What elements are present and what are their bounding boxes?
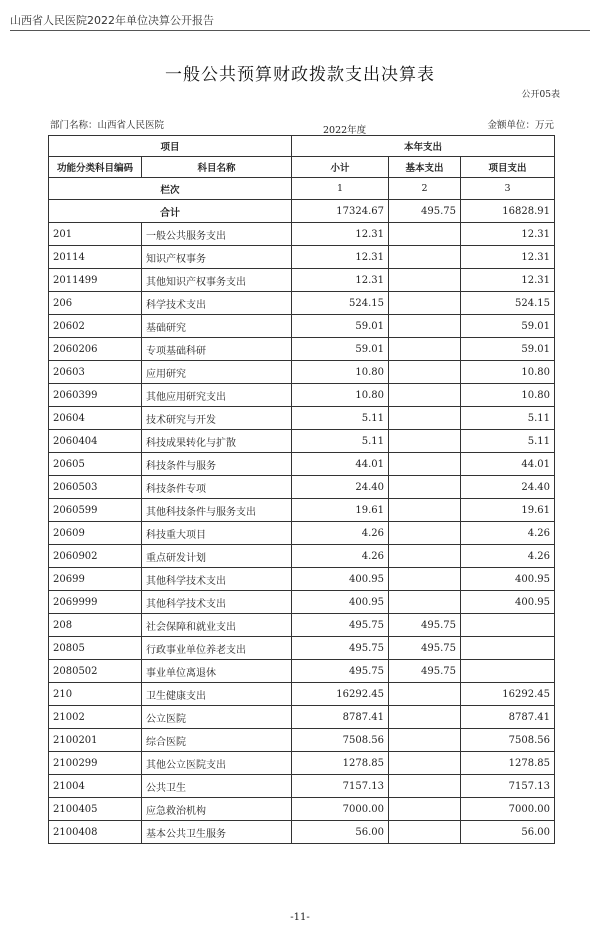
subject-name-cell: 其他知识产权事务支出 xyxy=(142,269,292,292)
subtotal-cell: 59.01 xyxy=(292,315,389,338)
subject-name-cell: 综合医院 xyxy=(142,729,292,752)
project-expenditure-cell: 524.15 xyxy=(461,292,555,315)
subtotal-cell: 400.95 xyxy=(292,591,389,614)
project-expenditure-cell: 7000.00 xyxy=(461,798,555,821)
subject-name-cell: 科技条件专项 xyxy=(142,476,292,499)
header-rule xyxy=(10,30,590,31)
basic-expenditure-cell xyxy=(389,568,461,591)
header-row-2 xyxy=(49,157,555,178)
basic-expenditure-cell xyxy=(389,384,461,407)
subject-code-cell: 2100201 xyxy=(49,729,142,752)
table-row xyxy=(49,568,555,591)
basic-expenditure-cell xyxy=(389,361,461,384)
subject-name-cell: 应急救治机构 xyxy=(142,798,292,821)
table-row xyxy=(49,453,555,476)
header-column-index-label: 栏次 xyxy=(49,178,292,200)
basic-expenditure-cell xyxy=(389,522,461,545)
amount-unit: 金额单位：万元 xyxy=(487,120,554,131)
subject-name-cell: 其他科技条件与服务支出 xyxy=(142,499,292,522)
subject-name-cell: 社会保障和就业支出 xyxy=(142,614,292,637)
header-project-expenditure: 项目支出 xyxy=(461,157,555,178)
subject-name-cell: 基本公共卫生服务 xyxy=(142,821,292,844)
subject-name-cell: 一般公共服务支出 xyxy=(142,223,292,246)
fiscal-year: 2022年度 xyxy=(323,125,367,136)
table-row xyxy=(49,798,555,821)
basic-expenditure-cell xyxy=(389,821,461,844)
table-row xyxy=(49,660,555,683)
subject-code-cell: 2080502 xyxy=(49,660,142,683)
total-basic: 495.75 xyxy=(389,200,461,223)
project-expenditure-cell: 5.11 xyxy=(461,407,555,430)
subject-name-cell: 基础研究 xyxy=(142,315,292,338)
subtotal-cell: 12.31 xyxy=(292,223,389,246)
total-row xyxy=(49,200,555,223)
subtotal-cell: 400.95 xyxy=(292,568,389,591)
table-row xyxy=(49,591,555,614)
table-row xyxy=(49,729,555,752)
project-expenditure-cell xyxy=(461,637,555,660)
basic-expenditure-cell: 495.75 xyxy=(389,660,461,683)
subtotal-cell: 5.11 xyxy=(292,407,389,430)
basic-expenditure-cell xyxy=(389,338,461,361)
subject-name-cell: 重点研发计划 xyxy=(142,545,292,568)
subject-code-cell: 201 xyxy=(49,223,142,246)
table-row xyxy=(49,223,555,246)
table-row xyxy=(49,476,555,499)
project-expenditure-cell: 1278.85 xyxy=(461,752,555,775)
subtotal-cell: 4.26 xyxy=(292,522,389,545)
table-row xyxy=(49,614,555,637)
header-row-index xyxy=(49,178,555,200)
subtotal-cell: 8787.41 xyxy=(292,706,389,729)
header-subject-name: 科目名称 xyxy=(142,157,292,178)
subject-name-cell: 技术研究与开发 xyxy=(142,407,292,430)
subject-name-cell: 行政事业单位养老支出 xyxy=(142,637,292,660)
subject-code-cell: 2069999 xyxy=(49,591,142,614)
table-row xyxy=(49,522,555,545)
subtotal-cell: 495.75 xyxy=(292,614,389,637)
basic-expenditure-cell xyxy=(389,591,461,614)
project-expenditure-cell: 12.31 xyxy=(461,246,555,269)
subject-code-cell: 208 xyxy=(49,614,142,637)
subject-name-cell: 科技成果转化与扩散 xyxy=(142,430,292,453)
basic-expenditure-cell xyxy=(389,476,461,499)
table-row xyxy=(49,407,555,430)
subject-code-cell: 2100299 xyxy=(49,752,142,775)
project-expenditure-cell: 59.01 xyxy=(461,338,555,361)
subject-name-cell: 卫生健康支出 xyxy=(142,683,292,706)
header-current-year-expenditure: 本年支出 xyxy=(292,136,555,157)
subtotal-cell: 12.31 xyxy=(292,246,389,269)
subtotal-cell: 495.75 xyxy=(292,660,389,683)
project-expenditure-cell: 7508.56 xyxy=(461,729,555,752)
basic-expenditure-cell xyxy=(389,775,461,798)
subtotal-cell: 5.11 xyxy=(292,430,389,453)
project-expenditure-cell: 56.00 xyxy=(461,821,555,844)
basic-expenditure-cell xyxy=(389,545,461,568)
table-row xyxy=(49,361,555,384)
table-row xyxy=(49,246,555,269)
subtotal-cell: 7508.56 xyxy=(292,729,389,752)
subtotal-cell: 10.80 xyxy=(292,384,389,407)
table-row xyxy=(49,775,555,798)
table-row xyxy=(49,752,555,775)
table-code: 公开05表 xyxy=(521,90,560,100)
basic-expenditure-cell xyxy=(389,683,461,706)
page-header xyxy=(10,12,590,28)
subtotal-cell: 495.75 xyxy=(292,637,389,660)
subject-code-cell: 20602 xyxy=(49,315,142,338)
subject-code-cell: 20605 xyxy=(49,453,142,476)
table-row xyxy=(49,269,555,292)
subject-name-cell: 其他应用研究支出 xyxy=(142,384,292,407)
project-expenditure-cell: 59.01 xyxy=(461,315,555,338)
subtotal-cell: 56.00 xyxy=(292,821,389,844)
total-subtotal: 17324.67 xyxy=(292,200,389,223)
subtotal-cell: 59.01 xyxy=(292,338,389,361)
project-expenditure-cell: 12.31 xyxy=(461,269,555,292)
basic-expenditure-cell xyxy=(389,246,461,269)
subject-code-cell: 2060404 xyxy=(49,430,142,453)
basic-expenditure-cell xyxy=(389,223,461,246)
subject-code-cell: 20603 xyxy=(49,361,142,384)
table-row xyxy=(49,706,555,729)
org-report-title: 山西省人民医院2022年单位决算公开报告 xyxy=(10,14,214,27)
subtotal-cell: 12.31 xyxy=(292,269,389,292)
table-row xyxy=(49,683,555,706)
subtotal-cell: 16292.45 xyxy=(292,683,389,706)
project-expenditure-cell: 10.80 xyxy=(461,361,555,384)
project-expenditure-cell: 19.61 xyxy=(461,499,555,522)
table-row xyxy=(49,499,555,522)
header-function-code: 功能分类科目编码 xyxy=(49,157,142,178)
basic-expenditure-cell xyxy=(389,499,461,522)
subtotal-cell: 7000.00 xyxy=(292,798,389,821)
table-row xyxy=(49,315,555,338)
subject-name-cell: 专项基础科研 xyxy=(142,338,292,361)
subject-code-cell: 20805 xyxy=(49,637,142,660)
project-expenditure-cell: 4.26 xyxy=(461,522,555,545)
subject-code-cell: 2100408 xyxy=(49,821,142,844)
table-row xyxy=(49,430,555,453)
column-index-2: 2 xyxy=(389,178,461,200)
subject-code-cell: 2060902 xyxy=(49,545,142,568)
subject-name-cell: 公共卫生 xyxy=(142,775,292,798)
page-title: 一般公共预算财政拨款支出决算表 xyxy=(165,65,435,85)
project-expenditure-cell: 400.95 xyxy=(461,568,555,591)
subject-code-cell: 206 xyxy=(49,292,142,315)
subject-name-cell: 科技条件与服务 xyxy=(142,453,292,476)
project-expenditure-cell: 10.80 xyxy=(461,384,555,407)
project-expenditure-cell: 5.11 xyxy=(461,430,555,453)
subject-code-cell: 2011499 xyxy=(49,269,142,292)
subject-name-cell: 事业单位离退休 xyxy=(142,660,292,683)
subject-name-cell: 其他科学技术支出 xyxy=(142,591,292,614)
subject-name-cell: 公立医院 xyxy=(142,706,292,729)
subject-name-cell: 其他科学技术支出 xyxy=(142,568,292,591)
subject-code-cell: 20699 xyxy=(49,568,142,591)
basic-expenditure-cell xyxy=(389,453,461,476)
basic-expenditure-cell: 495.75 xyxy=(389,637,461,660)
subject-name-cell: 科学技术支出 xyxy=(142,292,292,315)
subject-code-cell: 20114 xyxy=(49,246,142,269)
basic-expenditure-cell xyxy=(389,407,461,430)
subtotal-cell: 524.15 xyxy=(292,292,389,315)
subject-code-cell: 20604 xyxy=(49,407,142,430)
table-row xyxy=(49,637,555,660)
project-expenditure-cell xyxy=(461,660,555,683)
subtotal-cell: 7157.13 xyxy=(292,775,389,798)
basic-expenditure-cell xyxy=(389,798,461,821)
subject-code-cell: 2060206 xyxy=(49,338,142,361)
basic-expenditure-cell xyxy=(389,706,461,729)
subject-name-cell: 科技重大项目 xyxy=(142,522,292,545)
header-subtotal: 小计 xyxy=(292,157,389,178)
table-row xyxy=(49,821,555,844)
subject-code-cell: 2100405 xyxy=(49,798,142,821)
table-row xyxy=(49,545,555,568)
expenditure-table xyxy=(48,135,555,844)
subject-code-cell: 2060599 xyxy=(49,499,142,522)
subtotal-cell: 19.61 xyxy=(292,499,389,522)
subject-name-cell: 应用研究 xyxy=(142,361,292,384)
column-index-3: 3 xyxy=(461,178,555,200)
table-row xyxy=(49,338,555,361)
basic-expenditure-cell xyxy=(389,430,461,453)
project-expenditure-cell: 7157.13 xyxy=(461,775,555,798)
column-index-1: 1 xyxy=(292,178,389,200)
subtotal-cell: 4.26 xyxy=(292,545,389,568)
subject-code-cell: 21002 xyxy=(49,706,142,729)
subject-code-cell: 2060399 xyxy=(49,384,142,407)
basic-expenditure-cell xyxy=(389,292,461,315)
project-expenditure-cell: 400.95 xyxy=(461,591,555,614)
table-row xyxy=(49,384,555,407)
subtotal-cell: 1278.85 xyxy=(292,752,389,775)
subject-code-cell: 210 xyxy=(49,683,142,706)
basic-expenditure-cell xyxy=(389,752,461,775)
subject-name-cell: 其他公立医院支出 xyxy=(142,752,292,775)
subtotal-cell: 44.01 xyxy=(292,453,389,476)
subject-code-cell: 20609 xyxy=(49,522,142,545)
page-number: -11- xyxy=(290,912,310,923)
project-expenditure-cell: 4.26 xyxy=(461,545,555,568)
subject-code-cell: 2060503 xyxy=(49,476,142,499)
project-expenditure-cell: 16292.45 xyxy=(461,683,555,706)
subtotal-cell: 24.40 xyxy=(292,476,389,499)
header-project: 项目 xyxy=(49,136,292,157)
header-row-1 xyxy=(49,136,555,157)
basic-expenditure-cell xyxy=(389,315,461,338)
total-label: 合计 xyxy=(49,200,292,223)
project-expenditure-cell: 24.40 xyxy=(461,476,555,499)
subject-code-cell: 21004 xyxy=(49,775,142,798)
table-row xyxy=(49,292,555,315)
basic-expenditure-cell xyxy=(389,729,461,752)
project-expenditure-cell xyxy=(461,614,555,637)
subject-name-cell: 知识产权事务 xyxy=(142,246,292,269)
project-expenditure-cell: 12.31 xyxy=(461,223,555,246)
header-basic-expenditure: 基本支出 xyxy=(389,157,461,178)
basic-expenditure-cell xyxy=(389,269,461,292)
project-expenditure-cell: 44.01 xyxy=(461,453,555,476)
project-expenditure-cell: 8787.41 xyxy=(461,706,555,729)
subtotal-cell: 10.80 xyxy=(292,361,389,384)
total-project: 16828.91 xyxy=(461,200,555,223)
department-name: 部门名称：山西省人民医院 xyxy=(50,120,165,131)
basic-expenditure-cell: 495.75 xyxy=(389,614,461,637)
